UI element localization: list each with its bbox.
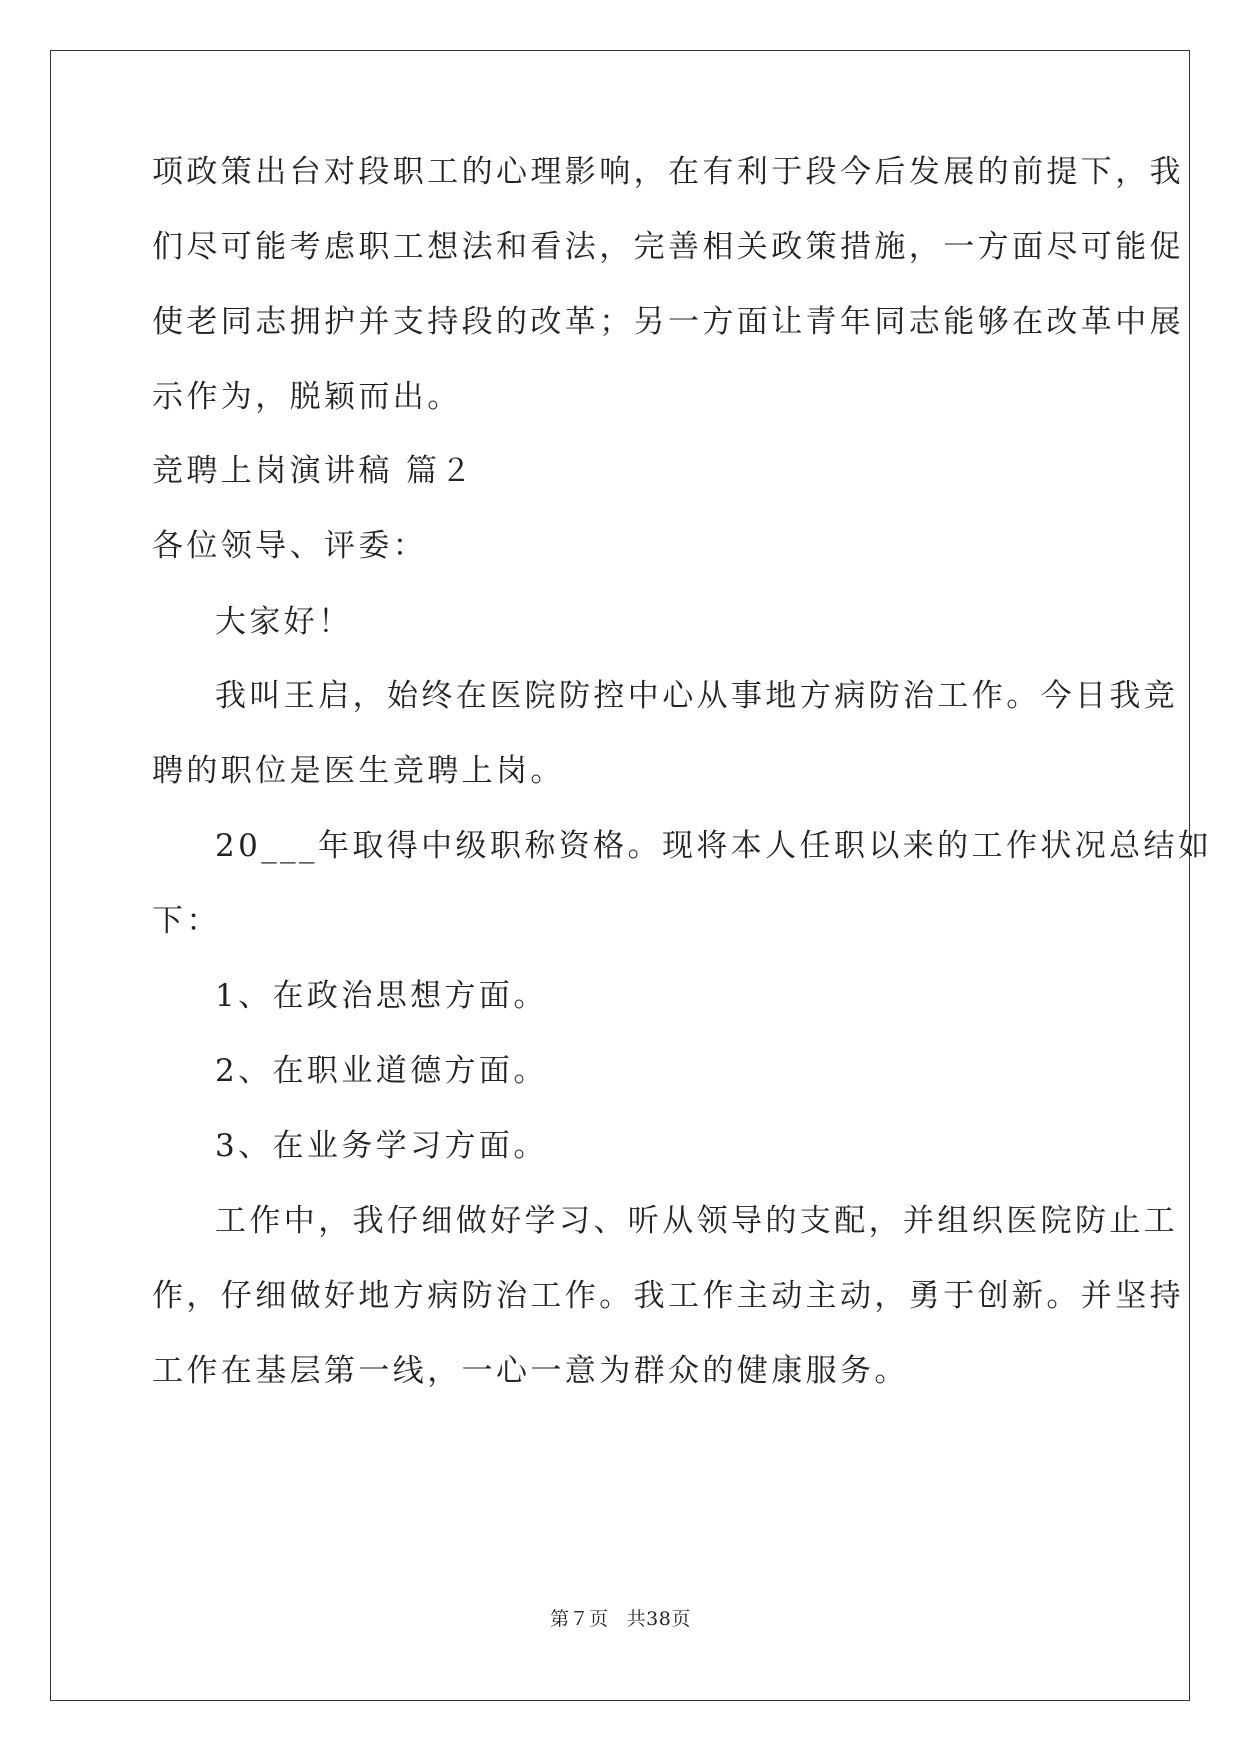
- greeting: 大家好！: [215, 604, 353, 640]
- page-total: 共38页: [626, 1608, 691, 1630]
- qualification-line: 下：: [152, 903, 221, 939]
- work-line: 工作在基层第一线，一心一意为群众的健康服务。: [152, 1353, 909, 1389]
- paragraph-line: 项政策出台对段职工的心理影响，在有利于段今后发展的前提下，我: [152, 154, 1184, 190]
- list-item: 1、在政治思想方面。: [215, 978, 548, 1014]
- list-item: 3、在业务学习方面。: [215, 1128, 548, 1164]
- paragraph-line: 示作为，脱颖而出。: [152, 379, 462, 415]
- work-line: 作，仔细做好地方病防治工作。我工作主动主动，勇于创新。并坚持: [152, 1278, 1184, 1314]
- paragraph-line: 们尽可能考虑职工想法和看法，完善相关政策措施，一方面尽可能促: [152, 229, 1184, 265]
- section-title: 竞聘上岗演讲稿 篇２: [152, 453, 475, 489]
- qualification-line: 20___年取得中级职称资格。现将本人任职以来的工作状况总结如: [215, 828, 1213, 864]
- intro-line: 聘的职位是医生竞聘上岗。: [152, 753, 565, 789]
- page-number: 第７页: [550, 1608, 609, 1630]
- page-border: [50, 50, 1213, 1701]
- salutation: 各位领导、评委：: [152, 528, 428, 564]
- list-item: 2、在职业道德方面。: [215, 1053, 548, 1089]
- work-line: 工作中，我仔细做好学习、听从领导的支配，并组织医院防止工: [215, 1203, 1179, 1239]
- page-footer: [0, 1607, 1241, 1631]
- intro-line: 我叫王启，始终在医院防控中心从事地方病防治工作。今日我竞: [215, 678, 1179, 714]
- paragraph-line: 使老同志拥护并支持段的改革；另一方面让青年同志能够在改革中展: [152, 304, 1184, 340]
